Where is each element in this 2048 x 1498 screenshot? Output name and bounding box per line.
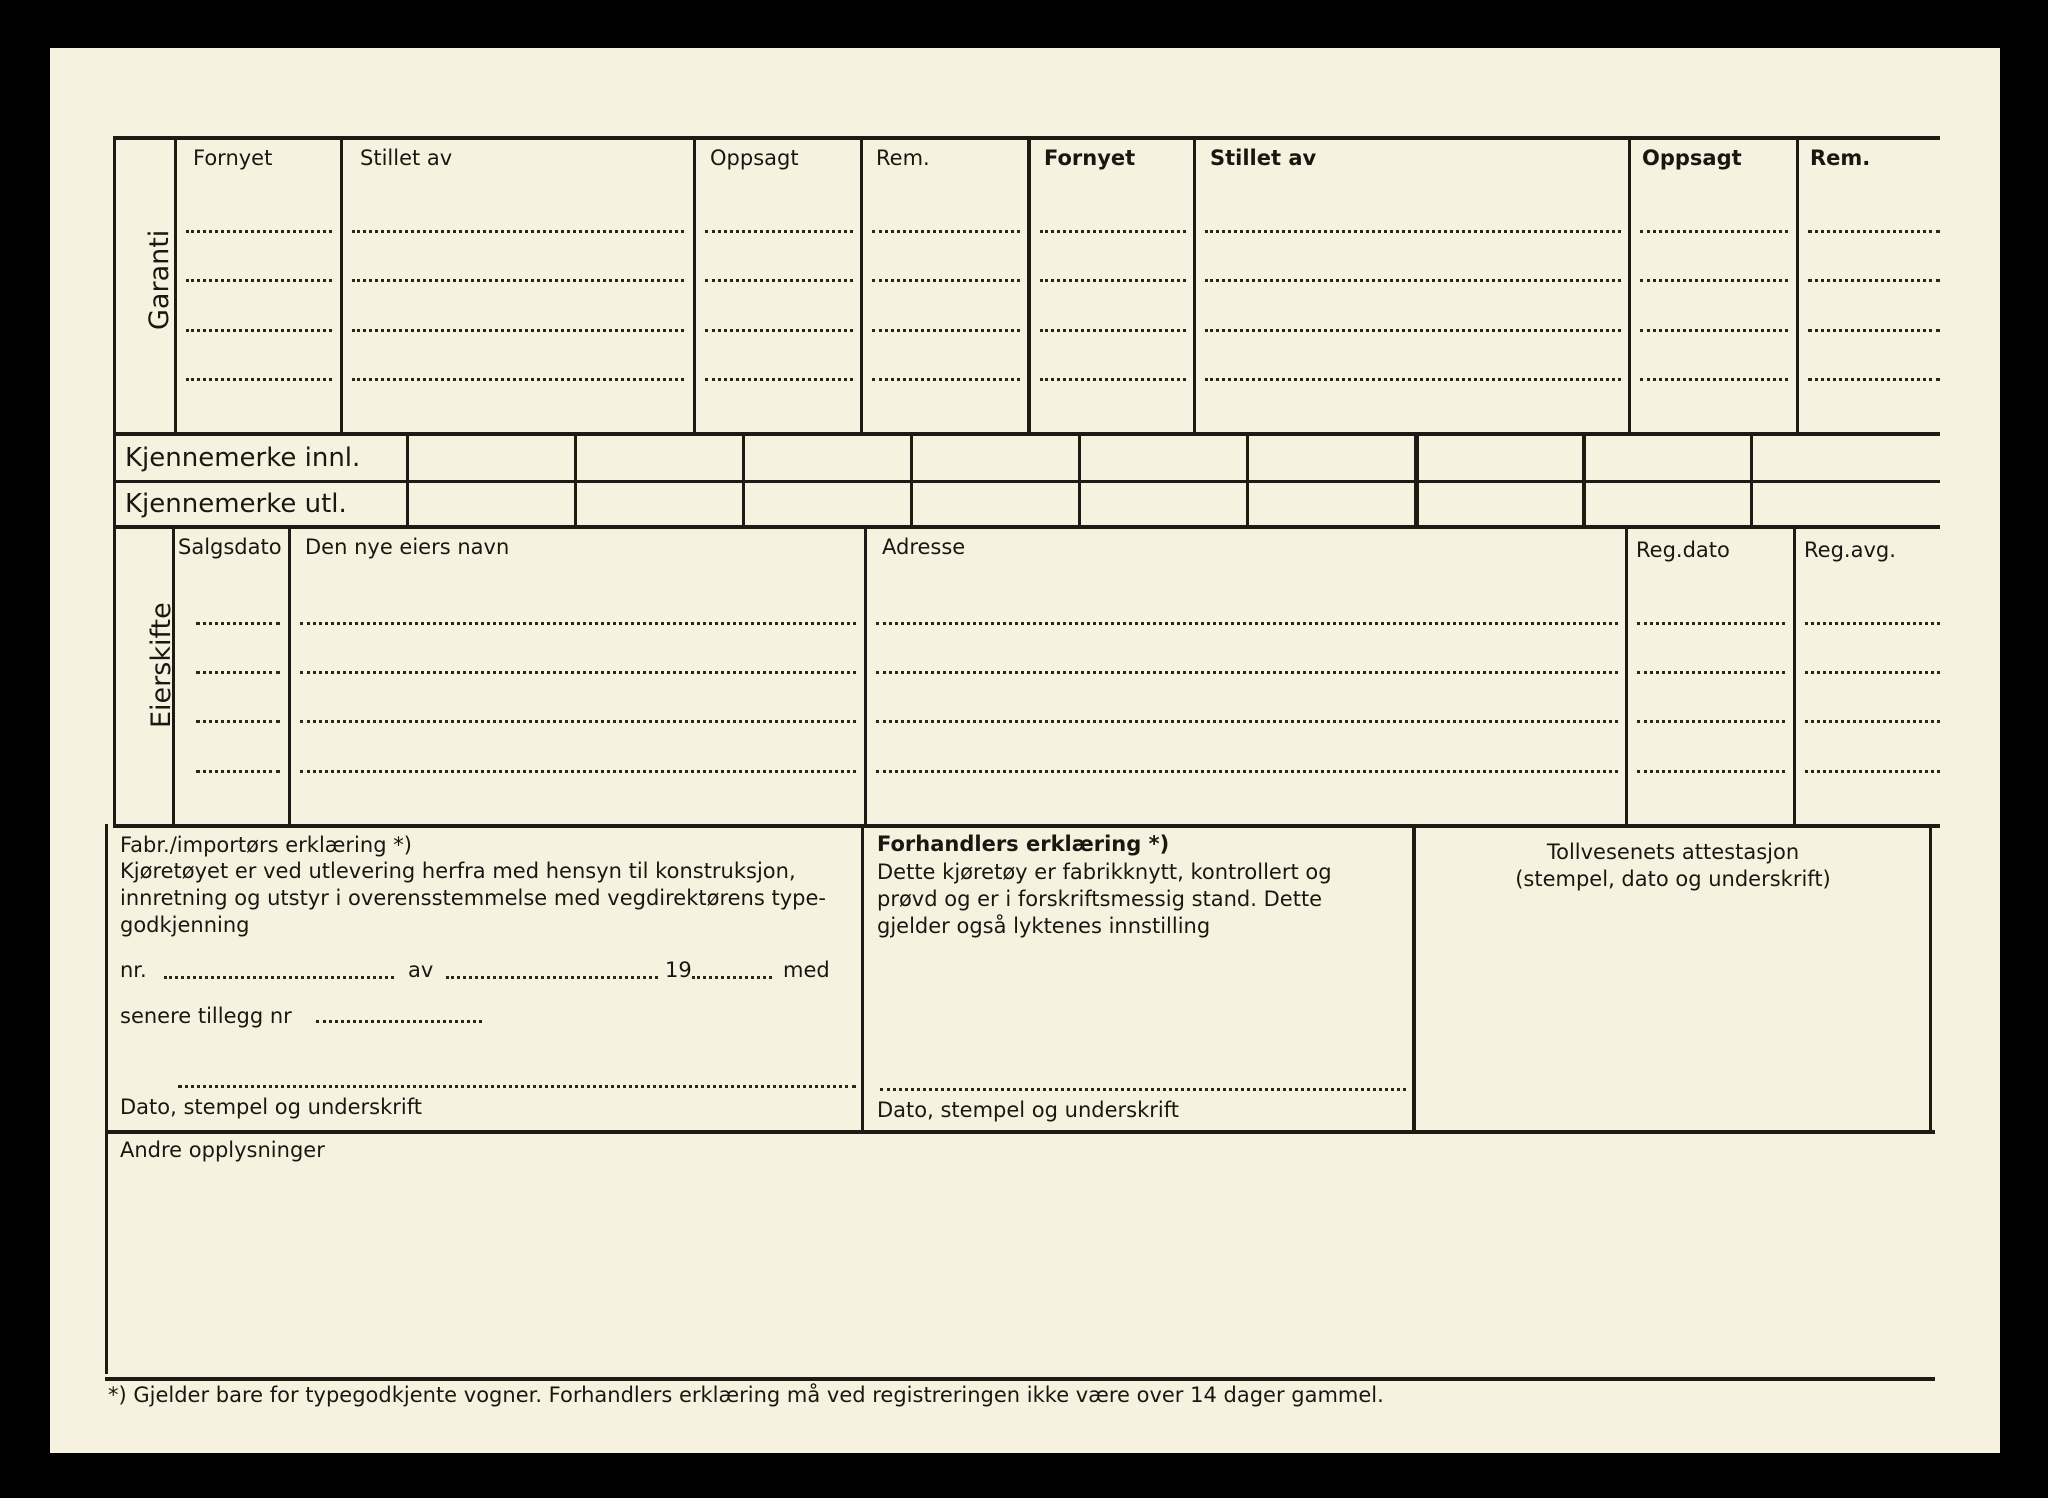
kjennemerke-cell-divider xyxy=(1750,434,1753,525)
entry-dotted-line xyxy=(705,230,853,233)
entry-dotted-line xyxy=(1808,378,1940,381)
kjennemerke-middle-rule xyxy=(113,480,1940,483)
entry-dotted-line xyxy=(1640,279,1788,282)
garanti-column-divider xyxy=(1796,138,1799,434)
garanti-column-divider xyxy=(174,138,177,434)
entry-dotted-line xyxy=(1205,329,1621,332)
entry-dotted-line xyxy=(876,622,1618,625)
eierskifte-column-divider xyxy=(1625,527,1628,824)
fabr-signature-label: Dato, stempel og underskrift xyxy=(120,1095,422,1119)
kjennemerke-left-border xyxy=(113,432,116,527)
kjennemerke-cell-divider xyxy=(1582,434,1586,525)
eierskifte-bottom-rule xyxy=(113,824,1940,828)
forhandler-signature-label: Dato, stempel og underskrift xyxy=(877,1098,1179,1122)
entry-dotted-line xyxy=(352,230,684,233)
forhandler-signature-line xyxy=(880,1088,1406,1091)
entry-dotted-line xyxy=(1640,378,1788,381)
entry-dotted-line xyxy=(1205,230,1621,233)
kjennemerke-cell-divider xyxy=(742,434,745,525)
kjennemerke-cell-divider xyxy=(910,434,913,525)
fabr-nr-line xyxy=(164,976,394,979)
entry-dotted-line xyxy=(872,279,1020,282)
card-left-border xyxy=(105,824,108,1374)
garanti-column-divider xyxy=(340,138,343,434)
fabr-med-label: med xyxy=(783,958,830,982)
entry-dotted-line xyxy=(876,671,1618,674)
garanti-column-divider xyxy=(860,138,863,434)
fabr-body: Kjøretøyet er ved utlevering herfra med hensyn til konstruksjon, innretning og utstyr i overensstemmelse med vegdirektørens type- godkjenning xyxy=(120,859,826,937)
eierskifte-column-divider xyxy=(172,527,175,824)
entry-dotted-line xyxy=(1637,671,1785,674)
entry-dotted-line xyxy=(1040,279,1186,282)
eierskifte-column-divider xyxy=(1793,527,1796,824)
entry-dotted-line xyxy=(186,230,332,233)
fabr-av-label: av xyxy=(408,958,434,982)
garanti-header-fornyet: Fornyet xyxy=(193,146,273,170)
kjennemerke-innl-label: Kjennemerke innl. xyxy=(125,443,361,473)
entry-dotted-line xyxy=(1205,279,1621,282)
entry-dotted-line xyxy=(1637,622,1785,625)
entry-dotted-line xyxy=(300,720,856,723)
entry-dotted-line xyxy=(872,329,1020,332)
kjennemerke-cell-divider xyxy=(406,434,409,525)
entry-dotted-line xyxy=(705,329,853,332)
eierskifte-header-navn: Den nye eiers navn xyxy=(305,535,510,559)
fabr-senere-line xyxy=(316,1020,482,1023)
fabr-year-label: 19 xyxy=(665,958,692,982)
garanti-column-divider xyxy=(1193,138,1196,434)
entry-dotted-line xyxy=(1805,671,1940,674)
entry-dotted-line xyxy=(1805,622,1940,625)
toll-title: Tollvesenets attestasjon xyxy=(1546,840,1800,864)
entry-dotted-line xyxy=(186,378,332,381)
garanti-header-oppsagt: Oppsagt xyxy=(710,146,799,170)
declarations-bottom-rule xyxy=(108,1130,1935,1134)
entry-dotted-line xyxy=(196,720,280,723)
kjennemerke-cell-divider xyxy=(574,434,577,525)
entry-dotted-line xyxy=(186,329,332,332)
entry-dotted-line xyxy=(705,378,853,381)
declarations-divider xyxy=(861,827,864,1130)
kjennemerke-cell-divider xyxy=(1414,434,1419,525)
andre-bottom-rule xyxy=(105,1377,1935,1381)
eierskifte-column-divider xyxy=(864,527,867,824)
entry-dotted-line xyxy=(300,770,856,773)
entry-dotted-line xyxy=(1640,329,1788,332)
kjennemerke-bottom-rule xyxy=(113,525,1940,529)
entry-dotted-line xyxy=(1808,230,1940,233)
kjennemerke-utl-label: Kjennemerke utl. xyxy=(125,489,347,519)
entry-dotted-line xyxy=(1205,378,1621,381)
garanti-column-divider xyxy=(1628,138,1631,434)
entry-dotted-line xyxy=(1637,770,1785,773)
eierskifte-header-salgsdato: Salgsdato xyxy=(178,535,282,559)
fabr-year-line xyxy=(692,976,772,979)
entry-dotted-line xyxy=(1040,329,1186,332)
entry-dotted-line xyxy=(876,720,1618,723)
garanti-column-divider xyxy=(693,138,696,434)
entry-dotted-line xyxy=(196,622,280,625)
declarations-right-border xyxy=(1929,827,1932,1130)
fabr-title: Fabr./importørs erklæring *) xyxy=(120,833,412,857)
garanti-left-border xyxy=(113,138,116,434)
entry-dotted-line xyxy=(872,230,1020,233)
entry-dotted-line xyxy=(352,378,684,381)
garanti-side-label: Garanti xyxy=(144,229,175,330)
entry-dotted-line xyxy=(196,671,280,674)
forhandler-body: Dette kjøretøy er fabrikknytt, kontrollert og prøvd og er i forskriftsmessig stand. Dette gjelder også lyktenes innstilling xyxy=(877,860,1332,938)
entry-dotted-line xyxy=(352,329,684,332)
eierskifte-header-adresse: Adresse xyxy=(882,535,966,559)
forhandler-title: Forhandlers erklæring *) xyxy=(877,832,1170,856)
andre-opplysninger-label: Andre opplysninger xyxy=(120,1138,325,1162)
entry-dotted-line xyxy=(186,279,332,282)
entry-dotted-line xyxy=(1808,279,1940,282)
garanti-header-fornyet-2: Fornyet xyxy=(1044,146,1136,170)
garanti-header-rem-2: Rem. xyxy=(1810,146,1871,170)
kjennemerke-cell-divider xyxy=(1246,434,1249,525)
entry-dotted-line xyxy=(196,770,280,773)
eierskifte-header-reg-dato: Reg.dato xyxy=(1636,538,1730,562)
garanti-header-stillet-av: Stillet av xyxy=(360,146,453,170)
toll-subtitle: (stempel, dato og underskrift) xyxy=(1515,867,1831,891)
entry-dotted-line xyxy=(1637,720,1785,723)
fabr-nr-label: nr. xyxy=(120,958,147,982)
entry-dotted-line xyxy=(300,622,856,625)
declarations-divider xyxy=(1412,827,1416,1130)
garanti-column-divider xyxy=(1027,138,1031,434)
fabr-signature-line xyxy=(178,1085,856,1088)
eierskifte-side-label: Eierskifte xyxy=(146,602,177,728)
fabr-av-line xyxy=(446,976,658,979)
eierskifte-header-reg-avg: Reg.avg. xyxy=(1804,538,1896,562)
entry-dotted-line xyxy=(705,279,853,282)
garanti-header-rem: Rem. xyxy=(876,146,930,170)
registration-card xyxy=(50,48,2000,1453)
entry-dotted-line xyxy=(300,671,856,674)
entry-dotted-line xyxy=(1040,378,1186,381)
footnote-text: *) Gjelder bare for typegodkjente vogner. Forhandlers erklæring må ved registreringen ikke være over 14 dager gammel. xyxy=(108,1383,1384,1407)
entry-dotted-line xyxy=(1808,329,1940,332)
entry-dotted-line xyxy=(1805,720,1940,723)
entry-dotted-line xyxy=(352,279,684,282)
entry-dotted-line xyxy=(1040,230,1186,233)
entry-dotted-line xyxy=(1805,770,1940,773)
entry-dotted-line xyxy=(876,770,1618,773)
garanti-header-oppsagt-2: Oppsagt xyxy=(1642,146,1742,170)
entry-dotted-line xyxy=(872,378,1020,381)
eierskifte-left-border xyxy=(113,527,116,826)
fabr-senere-label: senere tillegg nr xyxy=(120,1004,292,1028)
garanti-header-stillet-av-2: Stillet av xyxy=(1210,146,1317,170)
eierskifte-column-divider xyxy=(288,527,291,824)
entry-dotted-line xyxy=(1640,230,1788,233)
kjennemerke-cell-divider xyxy=(1078,434,1081,525)
